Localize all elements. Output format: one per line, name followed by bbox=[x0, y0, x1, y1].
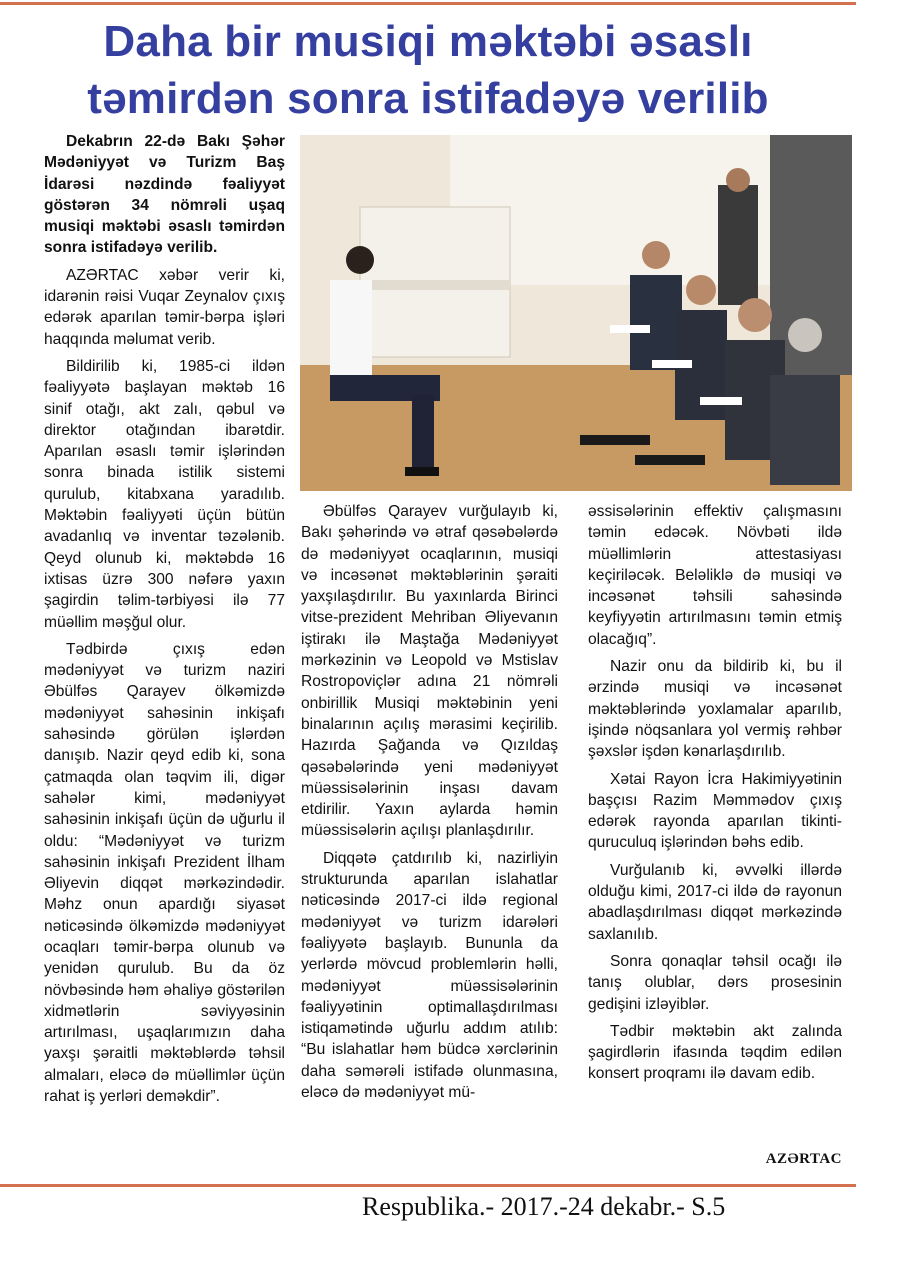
article-paragraph: Sonra qonaqlar təhsil ocağı ilə tanış olublar, dərs prosesinin gedişini izləyiblər. bbox=[588, 952, 842, 1013]
headline-line-2: təmirdən sonra istifadəyə verilib bbox=[87, 74, 769, 123]
article-paragraph: Diqqətə çatdırılıb ki, nazirliyin strukturunda aparılan islahatlar nəticəsində 2017-ci ildə regional mədəniyyət və turizm idarələri fəaliyyətə başlayıb. Bununla da yerlərdə mövcud problemlərin həlli, mədəniyyət müəssisələrinin fəaliyyətinin optimallaşdırılması istiqamətində uğurlu addım atılıb: “Bu islahatlar həm büdcə xərclərinin daha səmərəli istifadə olunmasına, eləcə də mədəniyyət mü- bbox=[301, 849, 558, 1102]
article-paragraph: AZƏRTAC xəbər verir ki, idarənin rəisi Vuqar Zeynalov çıxış edərək aparılan təmir-bərpa işləri haqqında məlumat verib. bbox=[44, 266, 285, 348]
article-paragraph: Tədbirdə çıxış edən mədəniyyət və turizm naziri Əbülfəs Qarayev ölkəmizdə mədəniyyət sahəsinin inkişafı sahəsində görülən işlərdən danışıb. Nazir qeyd edib ki, sona çatmaqda olan təqvim ili, digər sahələr kimi, mədəniyyət sahəsinin inkişafı üçün də uğurlu il oldu: “Mədəniyyət və turizm sahəsinin inkişafı Prezident İlham Əliyevin diqqət mərkəzindədir. Məhz onun apardığı siyasət nəticəsində ölkəmizdə mədəniyyət ocaqları təmir-bərpa olunub və yenidən qurulub. Bu da öz növbəsində həm əhaliyə göstərilən xidmətlərin səviyyəsinin artırılması, uşaqlarımızın daha yaxşı şəraitli məktəblərdə təhsil almaları, eləcə də müəllimlər üçün rahat iş yerləri deməkdir”. bbox=[44, 640, 285, 1106]
article-column-2 bbox=[301, 501, 558, 1109]
article-column-3 bbox=[588, 501, 842, 1091]
byline: AZƏRTAC bbox=[765, 1151, 842, 1167]
article-paragraph: əssisələrinin effektiv çalışmasını təmin edəcək. Növbəti ildə müəllimlərin attestasiyası keçiriləcək. Beləliklə də musiqi və incəsənət təhsili sahəsində keyfiyyətin artırılmasını təmin etmiş olacağıq”. bbox=[588, 503, 842, 648]
event-photo bbox=[300, 135, 852, 491]
article-lead: Dekabrın 22-də Bakı Şəhər Mədəniyyət və Turizm Baş İdarəsi nəzdində fəaliyyət göstərən 34 nömrəli uşaq musiqi məktəbi əsaslı təmirdən sonra istifadəyə verilib. bbox=[44, 133, 285, 257]
top-rule bbox=[0, 2, 856, 5]
article-paragraph: Bildirilib ki, 1985-ci ildən fəaliyyətə başlayan məktəb 16 sinif otağı, akt zalı, qəbul və direktor otağından ibarətdir. Aparılan əsaslı təmir işlərindən sonra binada istilik sistemi qurulub, kitabxana yaradılıb. Məktəbin fəaliyyəti üçün bütün avadanlıq və inventar təzələnib. Qeyd olunub ki, məktəbdə 16 ixtisas üzrə 300 nəfərə yaxın şagirdin təlim-tərbiyəsi ilə 77 müəllim məşğul olur. bbox=[44, 357, 285, 631]
event-photo-illustration bbox=[300, 135, 852, 491]
article-paragraph: Xətai Rayon İcra Hakimiyyətinin başçısı Razim Məmmədov çıxış edərək rayonda aparılan tikinti-quruculuq işlərindən bəhs edib. bbox=[588, 770, 842, 852]
article-column-1 bbox=[44, 131, 285, 1113]
article-paragraph: Tədbir məktəbin akt zalında şagirdlərin ifasında təqdim edilən konsert proqramı ilə davam edib. bbox=[588, 1022, 842, 1083]
bottom-rule bbox=[0, 1184, 856, 1187]
article-paragraph: Əbülfəs Qarayev vurğulayıb ki, Bakı şəhərində və ətraf qəsəbələrdə də mədəniyyət ocaqlarının, musiqi və incəsənət məktəblərinin şəraiti yaxşılaşdırılır. Bu yaxınlarda Birinci vitse-prezident Mehriban Əliyevanın iştirakı ilə Maştağa Mədəniyyət mərkəzinin və Leopold və Mstislav Rostropoviçlər adına 21 nömrəli onbirillik Musiqi məktəbinin yeni binalarının açılış mərasimi keçirilib. Hazırda Şağanda və Qızıldaş qəsəbələrində yeni mədəniyyət müəssisələrinin inşası davam etdirilir. Yaxın aylarda həmin müəssisələrin açılışı planlaşdırılır. bbox=[301, 503, 558, 840]
article-paragraph: Nazir onu da bildirib ki, bu il ərzində musiqi və incəsənət məktəblərində yoxlamalar aparılıb, işində nöqsanlara yol vermiş rəhbər şəxslər işdən kənarlaşdırılıb. bbox=[588, 658, 842, 761]
article-paragraph: Vurğulanıb ki, əvvəlki illərdə olduğu kimi, 2017-ci ildə də rayonun abadlaşdırılması diqqət mərkəzində saxlanılıb. bbox=[588, 861, 842, 943]
headline-line-1: Daha bir musiqi məktəbi əsaslı bbox=[103, 17, 753, 66]
source-citation: Respublika.- 2017.-24 dekabr.- S.5 bbox=[362, 1192, 726, 1221]
